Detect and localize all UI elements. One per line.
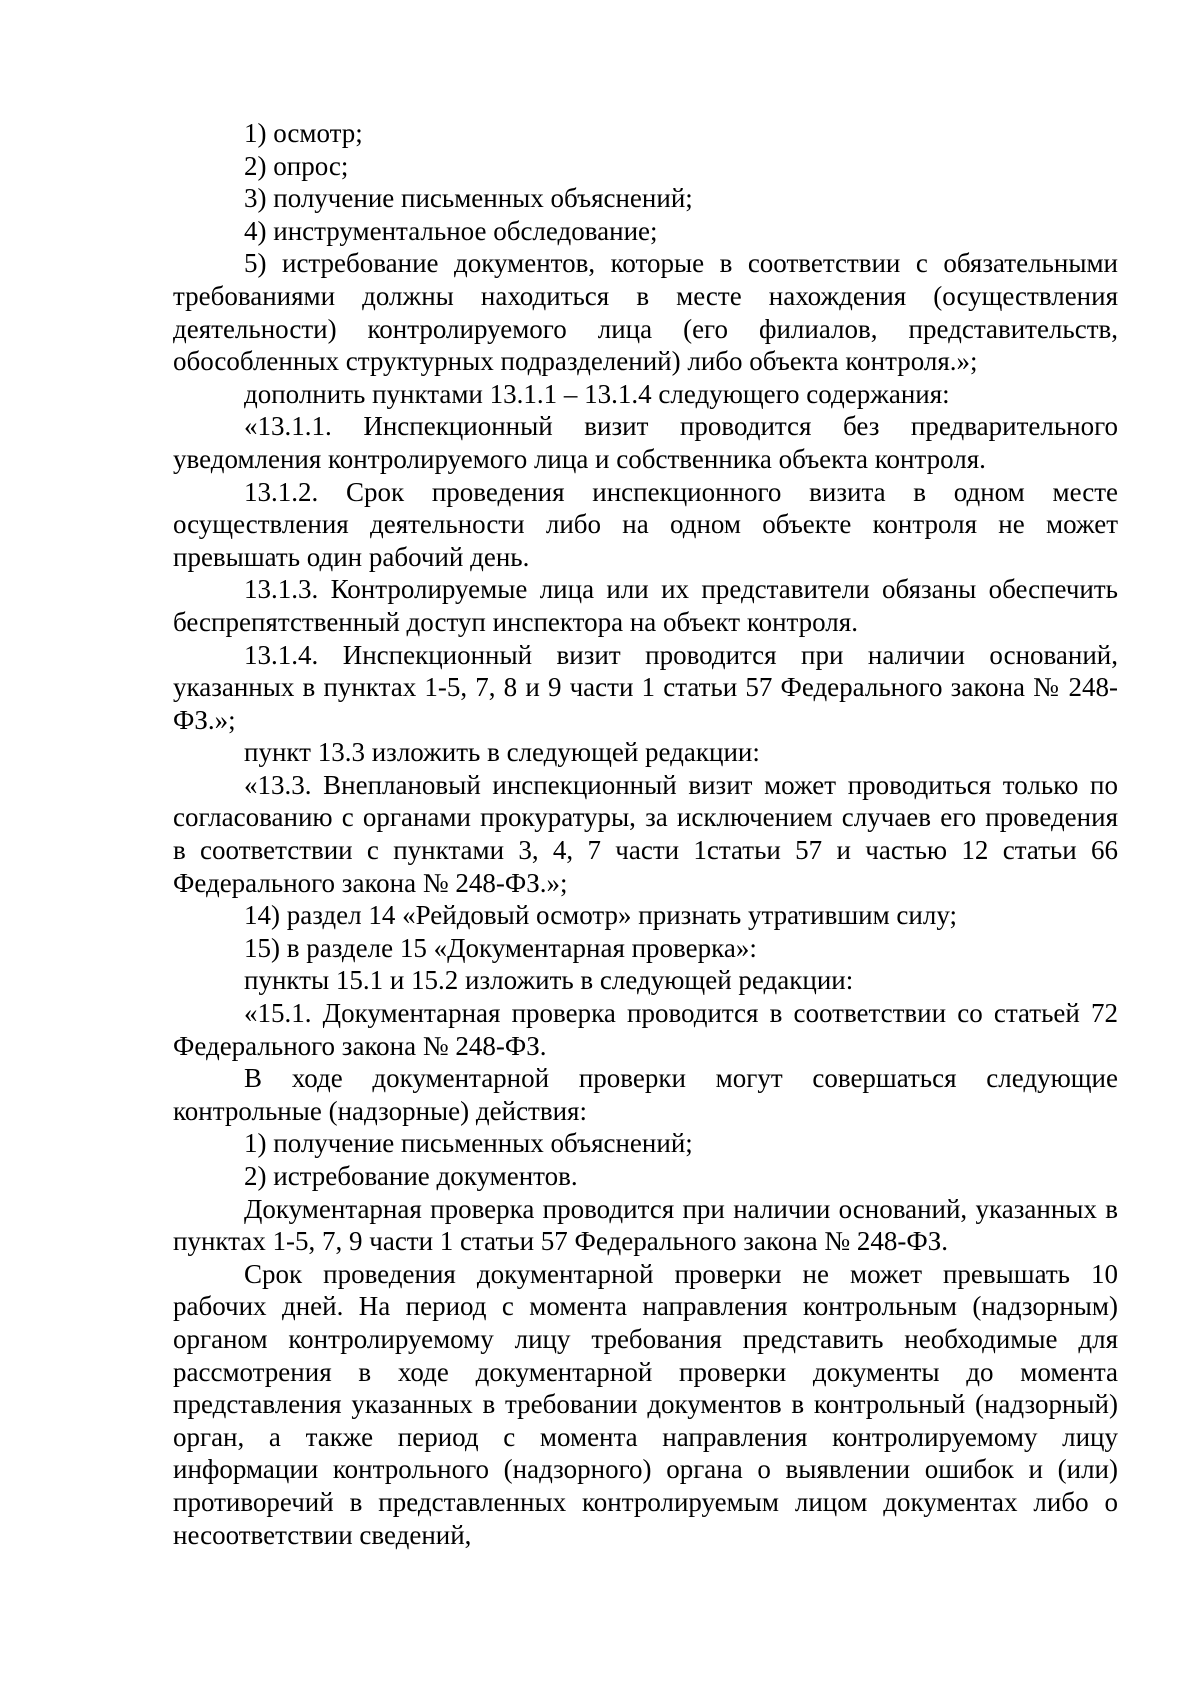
amendment-instruction-13-1: дополнить пунктами 13.1.1 – 13.1.4 следующего содержания:: [244, 378, 950, 409]
paragraph-control-actions: В ходе документарной проверки могут совершаться следующие контрольные (надзорные) действия:: [173, 1063, 1118, 1126]
list-item-survey: 2) опрос;: [244, 150, 349, 181]
item-15: 15) в разделе 15 «Документарная проверка»:: [244, 932, 757, 963]
list-item-document-request: 5) истребование документов, которые в соответствии с обязательными требованиями должны находиться в месте нахождения (осуществления деятельности) контролируемого лица (его филиалов, представительств, обособленных структурных подразделений) либо объекта контроля.»;: [173, 248, 1118, 377]
list-item-document-request-2: 2) истребование документов.: [244, 1161, 578, 1191]
item-14: 14) раздел 14 «Рейдовый осмотр» признать утратившим силу;: [244, 900, 957, 931]
clause-13-1-1: «13.1.1. Инспекционный визит проводится без предварительного уведомления контролируемого лица и собственника объекта контроля.: [173, 411, 1118, 474]
list-item-written-explanations: 3) получение письменных объяснений;: [244, 183, 693, 214]
clause-13-1-4: 13.1.4. Инспекционный визит проводится при наличии оснований, указанных в пунктах 1-5, 7, 8 и 9 части 1 статьи 57 Федерального закона № 248-ФЗ.»;: [173, 639, 1118, 735]
clause-13-3: «13.3. Внеплановый инспекционный визит может проводиться только по согласованию с органами прокуратуры, за исключением случаев его проведения в соответствии с пунктами 3, 4, 7 части 1статьи 57 и частью 12 статьи 66 Федерального закона № 248-ФЗ.»;: [173, 769, 1118, 898]
list-item-written-explanations-2: 1) получение письменных объяснений;: [244, 1128, 693, 1159]
list-item-inspection: 1) осмотр;: [244, 118, 363, 148]
document-page: [173, 117, 1118, 1551]
paragraph-term: Срок проведения документарной проверки не может превышать 10 рабочих дней. На период с момента направления контрольным (надзорным) органом контролируемому лицу требования представить необходимые для рассмотрения в ходе документарной проверки документы до момента представления указанных в требовании документов в контрольный (надзорный) орган, а также период с момента направления контролируемому лицу информации контрольного (надзорного) органа о выявлении ошибок и (или) противоречий в представленных контролируемым лицом документах либо о несоответствии сведений,: [173, 1258, 1118, 1550]
clause-13-1-3: 13.1.3. Контролируемые лица или их представители обязаны обеспечить беспрепятственный доступ инспектора на объект контроля.: [173, 574, 1118, 637]
amendment-instruction-13-3: пункт 13.3 изложить в следующей редакции:: [244, 737, 760, 768]
clause-15-1: «15.1. Документарная проверка проводится в соответствии со статьей 72 Федерального закона № 248-ФЗ.: [173, 998, 1118, 1061]
clause-13-1-2: 13.1.2. Срок проведения инспекционного визита в одном месте осуществления деятельности либо на одном объекте контроля не может превышать один рабочий день.: [173, 476, 1118, 572]
amendment-instruction-15: пункты 15.1 и 15.2 изложить в следующей редакции:: [244, 965, 854, 996]
list-item-instrumental-examination: 4) инструментальное обследование;: [244, 215, 658, 246]
paragraph-grounds: Документарная проверка проводится при наличии оснований, указанных в пунктах 1-5, 7, 9 части 1 статьи 57 Федерального закона № 248-ФЗ.: [173, 1193, 1118, 1257]
